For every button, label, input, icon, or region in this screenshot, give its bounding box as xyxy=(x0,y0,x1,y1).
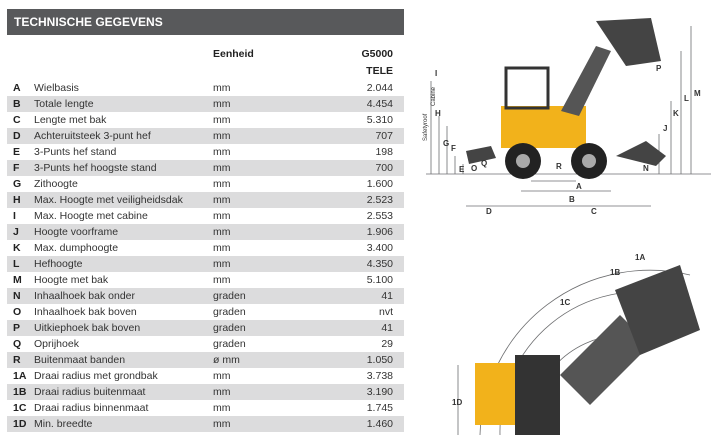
dimension-label: O xyxy=(471,164,478,173)
spec-code: M xyxy=(13,274,22,286)
spec-value: 707 xyxy=(375,130,393,142)
dimension-label: L xyxy=(684,94,689,103)
spec-code: 1D xyxy=(13,418,27,430)
spec-unit: mm xyxy=(213,258,231,270)
spec-value: 3.190 xyxy=(366,386,393,398)
spec-unit: mm xyxy=(213,402,231,414)
spec-unit: graden xyxy=(213,322,246,334)
dimension-label: Q xyxy=(481,159,488,168)
spec-value: 2.553 xyxy=(366,210,393,222)
spec-unit: graden xyxy=(213,290,246,302)
dimension-label: F xyxy=(451,144,456,153)
header-model: G5000 xyxy=(361,48,393,60)
spec-code: O xyxy=(13,306,22,318)
spec-label: Achteruitsteek 3-punt hef xyxy=(34,130,151,142)
spec-value: 2.523 xyxy=(366,194,393,206)
spec-code: E xyxy=(13,146,21,158)
spec-value: 700 xyxy=(375,162,393,174)
spec-code: G xyxy=(13,178,22,190)
dimension-label: I xyxy=(435,69,438,78)
spec-unit: mm xyxy=(213,162,231,174)
spec-value: 1.600 xyxy=(366,178,393,190)
dimension-label: R xyxy=(556,162,562,171)
spec-unit: graden xyxy=(213,338,246,350)
spec-unit: graden xyxy=(213,306,246,318)
dimension-label: 1D xyxy=(452,398,463,407)
table-row xyxy=(7,160,404,176)
dimension-label: H xyxy=(435,109,441,118)
spec-value: 1.460 xyxy=(366,418,393,430)
spec-label: Zithoogte xyxy=(34,178,78,190)
table-row xyxy=(7,352,404,368)
spec-unit: mm xyxy=(213,242,231,254)
spec-label: Max. dumphoogte xyxy=(34,242,119,254)
spec-label: Draai radius buitenmaat xyxy=(34,386,146,398)
dimension-label: A xyxy=(576,182,582,191)
spec-unit: ø mm xyxy=(213,354,240,366)
spec-value: 1.906 xyxy=(366,226,393,238)
table-row xyxy=(7,176,404,192)
dimension-label: D xyxy=(486,207,492,216)
spec-code: 1A xyxy=(13,370,27,382)
spec-table xyxy=(7,80,404,432)
spec-code: H xyxy=(13,194,21,206)
spec-label: Max. Hoogte met cabine xyxy=(34,210,148,222)
spec-code: C xyxy=(13,114,21,126)
table-row xyxy=(7,192,404,208)
table-row xyxy=(7,272,404,288)
spec-code: R xyxy=(13,354,21,366)
spec-unit: mm xyxy=(213,210,231,222)
spec-label: Draai radius binnenmaat xyxy=(34,402,149,414)
spec-label: Totale lengte xyxy=(34,98,94,110)
table-row xyxy=(7,304,404,320)
spec-label: Inhaalhoek bak onder xyxy=(34,290,135,302)
dimension-label: E xyxy=(459,165,465,174)
table-row xyxy=(7,112,404,128)
side-view-diagram xyxy=(411,6,715,216)
spec-label: Uitkiephoek bak boven xyxy=(34,322,141,334)
spec-unit: mm xyxy=(213,114,231,126)
spec-label: Inhaalhoek bak boven xyxy=(34,306,137,318)
spec-value: 1.050 xyxy=(366,354,393,366)
panel-title: TECHNISCHE GEGEVENS xyxy=(7,9,404,35)
spec-code: K xyxy=(13,242,21,254)
spec-code: F xyxy=(13,162,20,174)
table-row xyxy=(7,256,404,272)
spec-code: J xyxy=(13,226,19,238)
spec-value: 5.310 xyxy=(366,114,393,126)
header-model-variant: TELE xyxy=(366,65,393,77)
spec-label: Wielbasis xyxy=(34,82,79,94)
spec-value: 5.100 xyxy=(366,274,393,286)
spec-label: Draai radius met grondbak xyxy=(34,370,158,382)
table-row xyxy=(7,416,404,432)
spec-unit: mm xyxy=(213,370,231,382)
dimension-label: P xyxy=(656,64,662,73)
spec-value: 4.350 xyxy=(366,258,393,270)
dimension-label: C xyxy=(591,207,597,216)
table-header xyxy=(7,45,404,85)
spec-code: P xyxy=(13,322,21,334)
spec-unit: mm xyxy=(213,274,231,286)
spec-code: D xyxy=(13,130,21,142)
spec-unit: mm xyxy=(213,82,231,94)
spec-code: Q xyxy=(13,338,22,350)
top-view-diagram xyxy=(420,245,715,440)
spec-value: nvt xyxy=(378,306,393,318)
dimension-label: N xyxy=(643,164,649,173)
spec-label: 3-Punts hef stand xyxy=(34,146,117,158)
table-row xyxy=(7,288,404,304)
spec-value: 41 xyxy=(381,322,393,334)
table-row xyxy=(7,336,404,352)
spec-label: Buitenmaat banden xyxy=(34,354,126,366)
spec-label: Min. breedte xyxy=(34,418,93,430)
table-row xyxy=(7,384,404,400)
spec-unit: mm xyxy=(213,178,231,190)
dimension-label: J xyxy=(663,124,668,133)
spec-code: 1B xyxy=(13,386,27,398)
dimension-label: 1C xyxy=(560,298,571,307)
spec-value: 2.044 xyxy=(366,82,393,94)
label-cabine: Cabine xyxy=(431,86,437,106)
dimension-label: 1B xyxy=(610,268,621,277)
spec-unit: mm xyxy=(213,418,231,430)
spec-label: Max. Hoogte met veiligheidsdak xyxy=(34,194,183,206)
spec-label: Oprijhoek xyxy=(34,338,79,350)
table-row xyxy=(7,320,404,336)
table-row xyxy=(7,224,404,240)
label-safetyroof: Safetyroof xyxy=(423,113,429,141)
spec-label: Hoogte met bak xyxy=(34,274,109,286)
spec-unit: mm xyxy=(213,386,231,398)
table-row xyxy=(7,208,404,224)
spec-unit: mm xyxy=(213,226,231,238)
table-row xyxy=(7,400,404,416)
spec-unit: mm xyxy=(213,130,231,142)
spec-code: L xyxy=(13,258,20,270)
spec-value: 29 xyxy=(381,338,393,350)
spec-label: 3-Punts hef hoogste stand xyxy=(34,162,157,174)
table-row xyxy=(7,80,404,96)
spec-code: B xyxy=(13,98,21,110)
spec-unit: mm xyxy=(213,194,231,206)
dimension-label: M xyxy=(694,89,701,98)
spec-value: 1.745 xyxy=(366,402,393,414)
spec-value: 3.738 xyxy=(366,370,393,382)
dimension-label: B xyxy=(569,195,575,204)
table-row xyxy=(7,96,404,112)
table-row xyxy=(7,240,404,256)
header-unit: Eenheid xyxy=(213,48,254,60)
spec-unit: mm xyxy=(213,98,231,110)
dimension-label: K xyxy=(673,109,679,118)
spec-label: Hefhoogte xyxy=(34,258,83,270)
table-row xyxy=(7,368,404,384)
dimension-label: G xyxy=(443,139,450,148)
spec-value: 198 xyxy=(375,146,393,158)
spec-value: 3.400 xyxy=(366,242,393,254)
spec-code: I xyxy=(13,210,16,222)
table-row xyxy=(7,144,404,160)
table-row xyxy=(7,128,404,144)
spec-panel xyxy=(7,9,404,438)
spec-code: N xyxy=(13,290,21,302)
spec-code: 1C xyxy=(13,402,27,414)
spec-value: 4.454 xyxy=(366,98,393,110)
spec-unit: mm xyxy=(213,146,231,158)
spec-label: Lengte met bak xyxy=(34,114,107,126)
spec-code: A xyxy=(13,82,21,94)
spec-label: Hoogte voorframe xyxy=(34,226,119,238)
dimension-label: 1A xyxy=(635,253,646,262)
spec-value: 41 xyxy=(381,290,393,302)
